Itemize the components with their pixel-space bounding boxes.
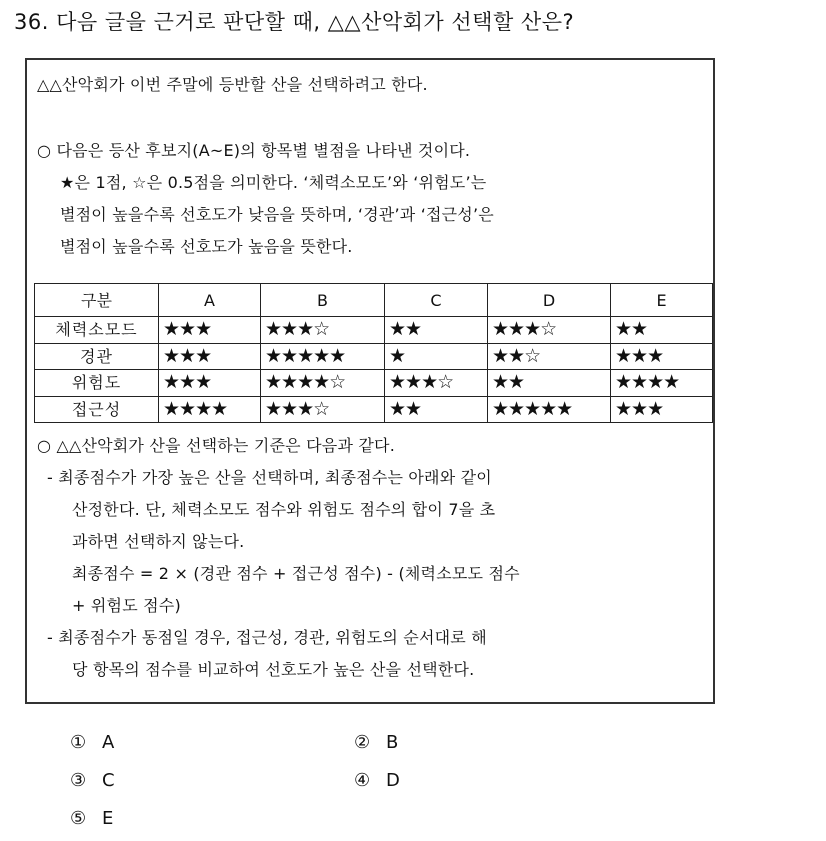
choice-label: B <box>386 732 399 753</box>
choice-number: ① <box>70 732 87 753</box>
table-row-scenery <box>35 343 713 370</box>
dash-final-score-line2: 산정한다. 단, 체력소모도 점수와 위험도 점수의 합이 7을 초 <box>72 500 496 519</box>
star-rating: ★★★☆ <box>385 370 488 397</box>
table-header-row <box>35 284 713 317</box>
choice-number: ③ <box>70 770 87 791</box>
header-b: B <box>261 284 385 317</box>
header-e: E <box>611 284 713 317</box>
star-rating: ★★ <box>385 317 488 344</box>
row-label: 경관 <box>35 343 159 370</box>
header-c: C <box>385 284 488 317</box>
dash-final-score-line3: 과하면 선택하지 않는다. <box>72 532 245 551</box>
dash-final-score-line1: - 최종점수가 가장 높은 산을 선택하며, 최종점수는 아래와 같이 <box>47 468 492 487</box>
choice-2[interactable] <box>354 732 398 753</box>
choice-number: ④ <box>354 770 371 791</box>
passage-intro: △△산악회가 이번 주말에 등반할 산을 선택하려고 한다. <box>37 75 428 94</box>
formula-line1: 최종점수 = 2 × (경관 점수 + 접근성 점수) - (체력소모도 점수 <box>72 564 520 583</box>
passage-box <box>25 58 715 704</box>
star-rating: ★★★★☆ <box>261 370 385 397</box>
bullet-criteria: ○ △△산악회가 산을 선택하는 기준은 다음과 같다. <box>37 436 395 455</box>
table-row-stamina <box>35 317 713 344</box>
choice-label: A <box>102 732 115 753</box>
choice-5[interactable] <box>70 808 113 829</box>
dash-tiebreak-line1: - 최종점수가 동점일 경우, 접근성, 경관, 위험도의 순서대로 해 <box>47 628 487 647</box>
star-rating: ★★★★★ <box>261 343 385 370</box>
dash-tiebreak-line2: 당 항목의 점수를 비교하여 선호도가 높은 산을 선택한다. <box>72 660 475 679</box>
star-rating: ★★★☆ <box>261 317 385 344</box>
star-rating: ★★★ <box>611 343 713 370</box>
row-label: 접근성 <box>35 396 159 423</box>
rating-table <box>34 283 713 423</box>
star-rating: ★★★★ <box>611 370 713 397</box>
star-rating: ★★★☆ <box>261 396 385 423</box>
row-label: 위험도 <box>35 370 159 397</box>
star-rating: ★★★ <box>159 370 261 397</box>
star-rating: ★★★☆ <box>488 317 611 344</box>
star-rating: ★★ <box>611 317 713 344</box>
choice-number: ② <box>354 732 371 753</box>
star-rating: ★★☆ <box>488 343 611 370</box>
header-category: 구분 <box>35 284 159 317</box>
star-rating: ★★★★ <box>159 396 261 423</box>
star-rating: ★★ <box>385 396 488 423</box>
choice-3[interactable] <box>70 770 115 791</box>
star-rating: ★★ <box>488 370 611 397</box>
choice-label: C <box>102 770 115 791</box>
star-rating: ★★★ <box>159 343 261 370</box>
star-rating: ★ <box>385 343 488 370</box>
header-a: A <box>159 284 261 317</box>
header-d: D <box>488 284 611 317</box>
star-rating: ★★★ <box>611 396 713 423</box>
bullet-candidates-line4: 별점이 높을수록 선호도가 높음을 뜻한다. <box>60 237 353 256</box>
star-rating: ★★★★★ <box>488 396 611 423</box>
row-label: 체력소모드 <box>35 317 159 344</box>
table-row-risk <box>35 370 713 397</box>
choice-number: ⑤ <box>70 808 87 829</box>
bullet-candidates-line1: ○ 다음은 등산 후보지(A~E)의 항목별 별점을 나타낸 것이다. <box>37 141 471 160</box>
choice-label: E <box>102 808 114 829</box>
question-title: 36. 다음 글을 근거로 판단할 때, △△산악회가 선택할 산은? <box>14 10 575 34</box>
choice-label: D <box>386 770 400 791</box>
star-rating: ★★★ <box>159 317 261 344</box>
table-row-access <box>35 396 713 423</box>
bullet-candidates-line3: 별점이 높을수록 선호도가 낮음을 뜻하며, ‘경관’과 ‘접근성’은 <box>60 205 494 224</box>
formula-line2: + 위험도 점수) <box>72 596 181 615</box>
choice-4[interactable] <box>354 770 400 791</box>
choice-1[interactable] <box>70 732 114 753</box>
bullet-candidates-line2: ★은 1점, ☆은 0.5점을 의미한다. ‘체력소모도’와 ‘위험도’는 <box>60 173 487 192</box>
